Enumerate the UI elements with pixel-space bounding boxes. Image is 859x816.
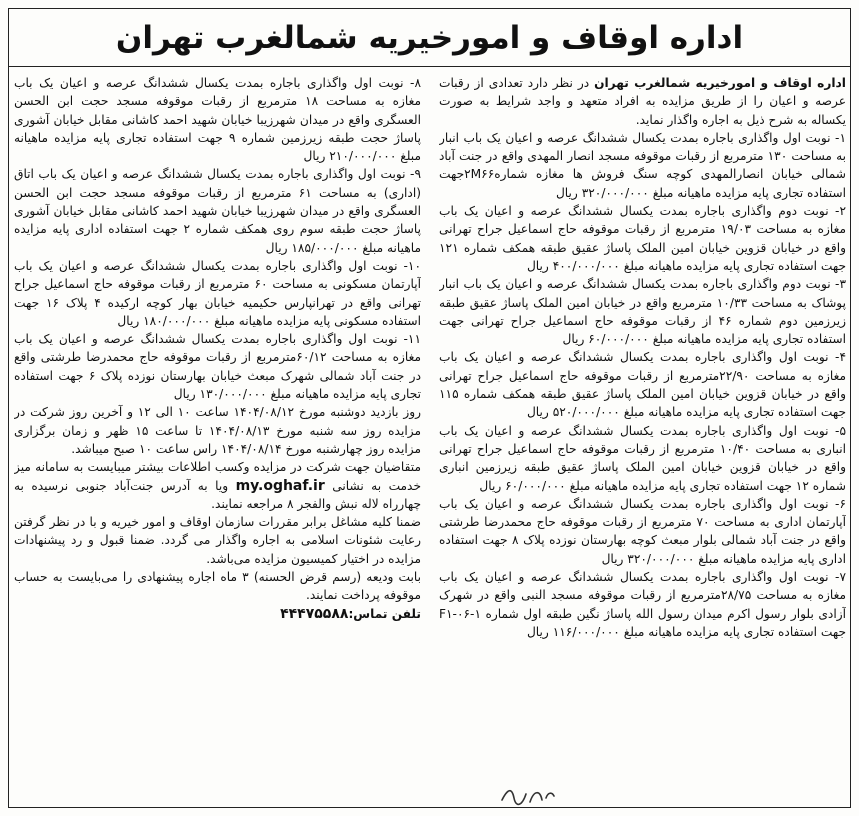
schedule-text: روز بازدید دوشنبه مورخ ۱۴۰۴/۰۸/۱۲ ساعت ۱۰ الی ۱۲ و آخرین روز شرکت در مزایده روز سه شنبه مورخ ۱۴۰۴/۰۸/۱۳ تا ساعت ۱۵ ظهر و زمان برگزاری مزایده روز چهارشنبه مورخ ۱۴۰۴/۰۸/۱۴ راس ساعت ۱۰ صبح میباشد. — [14, 405, 421, 456]
info-before: متقاضیان جهت شرکت در مزایده وکسب اطلاعات بیشتر میبایست به سامانه میز خدمت به نشانی — [14, 460, 421, 493]
left-column — [14, 74, 421, 774]
intro-text: در نظر دارد تعدادی از رقبات عرصه و اعیان را از طریق مزایده به افراد متعهد و واجد شرایط به صورت یکساله به شرح ذیل به اجاره واگذار نماید. — [439, 76, 846, 127]
ad-columns — [14, 74, 846, 774]
phone-number[interactable]: ۴۴۴۷۵۵۸۸ — [280, 605, 349, 622]
list-item-8: ۸- نوبت اول واگذاری باجاره بمدت یکسال ششدانگ عرصه و اعیان یک باب مغازه به مساحت ۱۸ مترمربع از رقبات موقوفه مسجد حجت ابن الحسن العسگری واقع در میدان شهرزیبا خیابان شهید احمد کاشانی مقابل خیابان آشوری پاساژ حجت طبقه زیرزمین شماره ۹ جهت استفاده تجاری پایه مزایده ماهیانه مبلغ ۲۱۰/۰۰۰/۰۰۰ ریال — [14, 76, 421, 164]
list-item-6: ۶- نوبت اول واگذاری باجاره بمدت یکسال ششدانگ عرصه و اعیان یک باب آپارتمان اداری به مساحت ۷۰ مترمربع از رقبات موقوفه حاج محمدرضا طرشتی واقع در جنت آباد شمالی بلوار مبعث کوچه بهارستان نوزده پلاک ۸ جهت استفاده اداری پایه مزایده ماهیانه مبلغ ۳۲۰/۰۰۰/۰۰۰ ریال — [439, 496, 846, 566]
list-item-7: ۷- نوبت اول واگذاری باجاره بمدت یکسال ششدانگ عرصه و اعیان یک باب مغازه به مساحت ۲۸/۷۵مترمربع از رقبات موقوفه مسجد النبی واقع در شهرک آزادی بلوار رسول اکرم میدان رسول الله پاساژ نگین طبقه اول شماره F۱-۰۶-۱ جهت استفاده تجاری پایه مزایده ماهیانه مبلغ ۱۱۶/۰۰۰/۰۰۰ ریال — [439, 570, 846, 639]
list-item-11: ۱۱- نوبت اول واگذاری باجاره بمدت یکسال ششدانگ عرصه و اعیان یک باب مغازه به مساحت ۶۰/۱۲مترمربع از رقبات موقوفه حاج محمدرضا طرشتی واقع در جنت آباد شمالی شهرک مبعث خیابان بهارستان نوزده پلاک ۶ جهت استفاده تجاری پایه مزایده ماهیانه مبلغ ۱۳۰/۰۰۰/۰۰۰ ریال — [14, 332, 421, 402]
list-item-1: ۱- نوبت اول واگذاری باجاره بمدت یکسال ششدانگ عرصه و اعیان یک باب انبار به مساحت ۱۳۰ مترمربع از رقبات موقوفه مسجد انصار المهدی واقع در جنت آباد شمالی خیابان انصارالمهدی کوچه سنگ فروش ها مغازه شماره۲M۶۶جهت استفاده تجاری پایه مزایده ماهیانه مبلغ ۳۲۰/۰۰۰/۰۰۰ ریال — [439, 130, 846, 200]
list-item-2: ۲- نوبت دوم واگذاری باجاره بمدت یکسال ششدانگ عرصه و اعیان یک باب مغازه به مساحت ۱۹/۰۳ مترمربع از رقبات موقوفه حاج اسماعیل جراح تهرانی واقع در خیابان قزوین خیابان امین الملک پاساژ عقیق طبقه همکف شماره ۱۲۱ جهت استفاده تجاری پایه مزایده ماهیانه مبلغ ۴۰۰/۰۰۰/۰۰۰ ریال — [439, 204, 846, 273]
list-item-3: ۳- نوبت دوم واگذاری باجاره بمدت یکسال ششدانگ عرصه و اعیان یک باب انبار پوشاک به مساحت ۱۰/۳۳ مترمربع واقع در خیابان امین الملک پاساژ عقیق طبقه زیرزمین دوم شماره ۴۶ از رقبات موقوفه حاج اسماعیل جراح تهرانی جهت استفاده تجاری پایه مزایده ماهیانه مبلغ ۶۰/۰۰۰/۰۰۰ ریال — [439, 277, 846, 347]
title-banner — [9, 9, 850, 67]
handwritten-mark-icon — [498, 780, 558, 810]
list-item-10: ۱۰- نوبت اول واگذاری باجاره بمدت یکسال ششدانگ عرصه و اعیان یک باب آپارتمان مسکونی به مساحت ۶۰ مترمربع از رقبات موقوفه حاج اسماعیل جراح تهرانی واقع در تهرانپارس حکیمیه خیابان بهار کوچه ارکیده ۴ پلاک ۱۶ جهت استفاده مسکونی پایه مزایده ماهیانه مبلغ ۱۸۰/۰۰۰/۰۰۰ ریال — [14, 258, 421, 328]
website-link[interactable]: my.oghaf.ir — [235, 477, 325, 494]
intro-paragraph — [439, 74, 846, 129]
ad-title: اداره اوقاف و امورخیریه شمالغرب تهران — [115, 19, 744, 56]
right-column — [439, 74, 846, 774]
rules-paragraph: ضمنا کلیه مشاغل برابر مقررات سازمان اوقاف و امور خیریه و با در نظر گرفتن رعایت شئونات اسلامی به اجاره واگذار می گردد. ضمنا قبول و رد پیشنهادات مزایده در اختیار کمیسیون مزایده می‌باشد. — [14, 515, 421, 566]
list-item-5: ۵- نوبت اول واگذاری باجاره بمدت یکسال ششدانگ عرصه و اعیان یک باب انباری به مساحت ۱۰/۴۰ مترمربع از رقبات موقوفه حاج اسماعیل جراح تهرانی واقع در خیابان قزوین خیابان امین الملک پاساژ عقیق طبقه زیرزمین انباری شماره ۱۲ جهت استفاده تجاری پایه مزایده ماهیانه مبلغ ۶۰/۰۰۰/۰۰۰ ریال — [439, 423, 846, 493]
intro-org: اداره اوقاف و امورخیریه شمالغرب تهران — [594, 76, 846, 90]
info-after: ویا به آدرس جنت‌آباد جنوبی نرسیده به چهارراه لاله نبش والفجر ۸ مراجعه نمایند. — [14, 478, 421, 511]
phone-line — [14, 605, 421, 623]
list-item-9: ۹- نوبت اول واگذاری باجاره بمدت یکسال ششدانگ عرصه و اعیان یک باب اتاق (اداری) به مساحت ۶۱ مترمربع از رقبات موقوفه مسجد حجت ابن الحسن العسگری واقع در میدان شهرزیبا خیابان شهید احمد کاشانی مقابل خیابان آشوری پاساژ حجت طبقه سوم روی همکف شماره ۲ جهت استفاده اداری پایه مزایده ماهیانه مبلغ ۱۸۵/۰۰۰/۰۰۰ ریال — [14, 167, 421, 255]
info-paragraph — [14, 458, 421, 513]
phone-label: تلفن تماس: — [348, 606, 421, 621]
list-item-4: ۴- نوبت اول واگذاری باجاره بمدت یکسال ششدانگ عرصه و اعیان یک باب مغازه به مساحت ۲۲/۹۰مترمربع از رقبات موقوفه حاج اسماعیل جراح تهرانی واقع در خیابان قزوین خیابان امین الملک پاساژ عقیق طبقه همکف شماره ۱۱۵ جهت استفاده تجاری پایه مزایده ماهیانه مبلغ ۵۲۰/۰۰۰/۰۰۰ ریال — [439, 350, 846, 420]
deposit-paragraph: بابت ودیعه (رسم قرض الحسنه) ۳ ماه اجاره پیشنهادی را می‌بایست به حساب موقوفه پرداخت نمایند. — [14, 570, 421, 603]
